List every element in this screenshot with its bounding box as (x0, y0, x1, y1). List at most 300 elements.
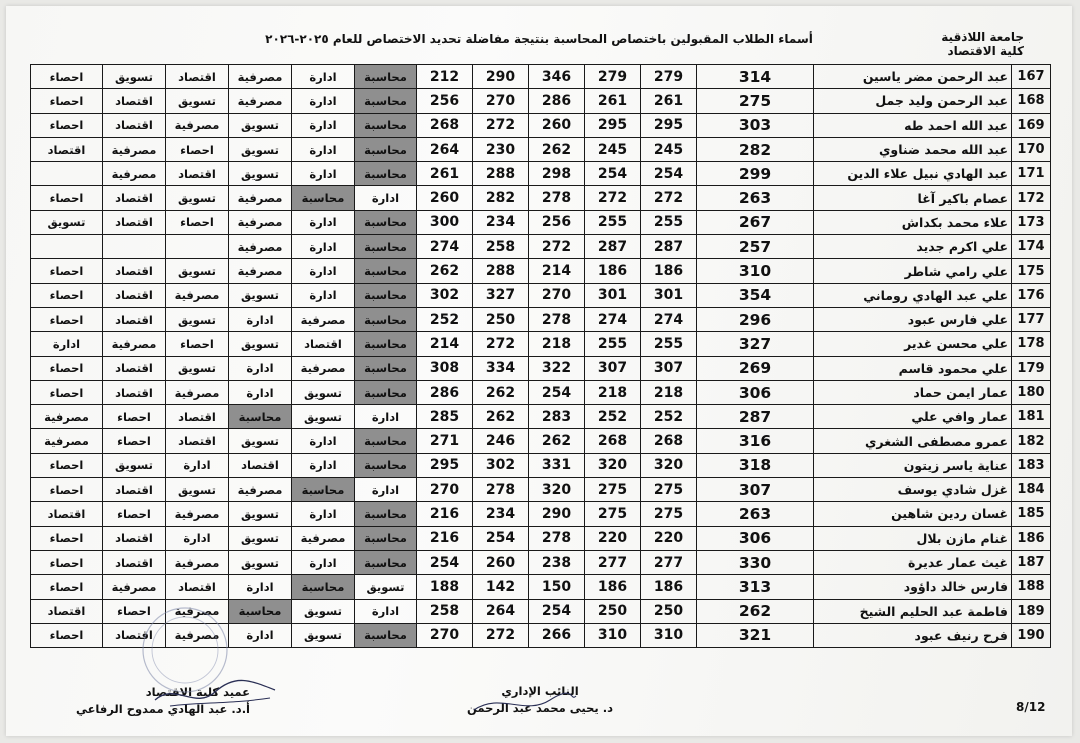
row-index: 173 (1012, 210, 1051, 234)
score-col-3: 270 (529, 283, 585, 307)
student-name: عصام باكير آغا (814, 186, 1012, 210)
table-row (31, 162, 1051, 186)
students-table-body (31, 65, 1051, 648)
preference-3: محاسبة (229, 405, 292, 429)
student-name: غيث عمار عديرة (814, 550, 1012, 574)
score-col-5: 270 (417, 623, 473, 647)
table-row (31, 283, 1051, 307)
preference-3: تسويق (229, 429, 292, 453)
score-col-2: 272 (585, 186, 641, 210)
preference-2: تسويق (292, 623, 355, 647)
score-col-3: 254 (529, 380, 585, 404)
score-total: 282 (697, 137, 814, 161)
row-index: 169 (1012, 113, 1051, 137)
preference-2: تسويق (292, 599, 355, 623)
score-col-5: 268 (417, 113, 473, 137)
student-name: غنام مازن بلال (814, 526, 1012, 550)
score-total: 314 (697, 65, 814, 89)
row-index: 176 (1012, 283, 1051, 307)
table-row (31, 478, 1051, 502)
preference-4: احصاء (166, 332, 229, 356)
score-total: 263 (697, 186, 814, 210)
score-col-1: 274 (641, 307, 697, 331)
score-col-4: 272 (473, 332, 529, 356)
score-col-3: 272 (529, 235, 585, 259)
preference-5: اقتصاد (103, 210, 166, 234)
score-col-5: 252 (417, 307, 473, 331)
row-index: 183 (1012, 453, 1051, 477)
preference-5: احصاء (103, 502, 166, 526)
score-col-3: 290 (529, 502, 585, 526)
preference-5: اقتصاد (103, 380, 166, 404)
score-col-3: 218 (529, 332, 585, 356)
preference-1: محاسبة (355, 623, 417, 647)
score-col-2: 255 (585, 332, 641, 356)
score-total: 354 (697, 283, 814, 307)
score-col-3: 278 (529, 186, 585, 210)
score-col-2: 220 (585, 526, 641, 550)
table-row (31, 332, 1051, 356)
student-name: عناية ياسر زيتون (814, 453, 1012, 477)
score-col-5: 261 (417, 162, 473, 186)
score-col-3: 322 (529, 356, 585, 380)
score-col-4: 258 (473, 235, 529, 259)
preference-1: محاسبة (355, 380, 417, 404)
score-col-5: 216 (417, 526, 473, 550)
score-col-1: 279 (641, 65, 697, 89)
preference-1: محاسبة (355, 210, 417, 234)
preference-5: احصاء (103, 405, 166, 429)
score-col-3: 150 (529, 575, 585, 599)
score-col-1: 250 (641, 599, 697, 623)
preference-2: ادارة (292, 453, 355, 477)
preference-6: احصاء (31, 89, 103, 113)
student-name: فارس خالد داؤود (814, 575, 1012, 599)
score-col-4: 302 (473, 453, 529, 477)
score-col-2: 268 (585, 429, 641, 453)
preference-1: تسويق (355, 575, 417, 599)
score-total: 262 (697, 599, 814, 623)
score-col-1: 301 (641, 283, 697, 307)
score-col-1: 275 (641, 478, 697, 502)
score-col-3: 266 (529, 623, 585, 647)
score-total: 321 (697, 623, 814, 647)
score-col-2: 295 (585, 113, 641, 137)
score-col-4: 278 (473, 478, 529, 502)
row-index: 184 (1012, 478, 1051, 502)
preference-2: مصرفية (292, 526, 355, 550)
preference-5: مصرفية (103, 137, 166, 161)
preference-1: محاسبة (355, 429, 417, 453)
preference-5: تسويق (103, 65, 166, 89)
preference-3: ادارة (229, 356, 292, 380)
preference-1: محاسبة (355, 113, 417, 137)
score-col-3: 262 (529, 429, 585, 453)
score-col-2: 275 (585, 478, 641, 502)
score-col-4: 272 (473, 113, 529, 137)
table-row (31, 307, 1051, 331)
score-col-3: 262 (529, 137, 585, 161)
preference-1: محاسبة (355, 307, 417, 331)
score-col-3: 260 (529, 113, 585, 137)
score-total: 303 (697, 113, 814, 137)
score-col-4: 288 (473, 162, 529, 186)
preference-4: ادارة (166, 526, 229, 550)
preference-2: ادارة (292, 210, 355, 234)
preference-1: محاسبة (355, 89, 417, 113)
score-col-4: 288 (473, 259, 529, 283)
student-name: عبد الله محمد ضناوي (814, 137, 1012, 161)
preference-1: محاسبة (355, 550, 417, 574)
score-col-1: 277 (641, 550, 697, 574)
preference-6: احصاء (31, 453, 103, 477)
preference-3: مصرفية (229, 259, 292, 283)
score-total: 269 (697, 356, 814, 380)
score-col-5: 271 (417, 429, 473, 453)
score-col-3: 320 (529, 478, 585, 502)
table-row (31, 453, 1051, 477)
preference-6: احصاء (31, 65, 103, 89)
score-col-3: 214 (529, 259, 585, 283)
preference-3: ادارة (229, 380, 292, 404)
score-col-1: 268 (641, 429, 697, 453)
table-row (31, 405, 1051, 429)
preference-4: مصرفية (166, 599, 229, 623)
table-row (31, 380, 1051, 404)
preference-5: اقتصاد (103, 623, 166, 647)
table-row (31, 429, 1051, 453)
preference-1: محاسبة (355, 332, 417, 356)
score-col-2: 279 (585, 65, 641, 89)
score-col-4: 234 (473, 210, 529, 234)
preference-4: تسويق (166, 259, 229, 283)
preference-5: اقتصاد (103, 526, 166, 550)
preference-3: ادارة (229, 623, 292, 647)
preference-2: ادارة (292, 235, 355, 259)
score-col-4: 246 (473, 429, 529, 453)
preference-6: ادارة (31, 332, 103, 356)
score-col-5: 256 (417, 89, 473, 113)
preference-2: ادارة (292, 65, 355, 89)
dean-title: عميد كلية الاقتصاد (145, 685, 250, 699)
score-col-4: 272 (473, 623, 529, 647)
preference-4: تسويق (166, 478, 229, 502)
score-total: 316 (697, 429, 814, 453)
preference-5: تسويق (103, 453, 166, 477)
table-row (31, 65, 1051, 89)
preference-3: تسويق (229, 113, 292, 137)
score-col-2: 186 (585, 259, 641, 283)
student-name: غسان ردين شاهين (814, 502, 1012, 526)
score-col-4: 262 (473, 380, 529, 404)
row-index: 189 (1012, 599, 1051, 623)
preference-4: اقتصاد (166, 162, 229, 186)
score-col-1: 275 (641, 502, 697, 526)
student-name: عبد الله احمد طه (814, 113, 1012, 137)
preference-1: محاسبة (355, 235, 417, 259)
preference-3: محاسبة (229, 599, 292, 623)
student-name: عمرو مصطفى الشغري (814, 429, 1012, 453)
row-index: 186 (1012, 526, 1051, 550)
score-total: 327 (697, 332, 814, 356)
preference-4: مصرفية (166, 502, 229, 526)
score-col-1: 320 (641, 453, 697, 477)
preference-3: تسويق (229, 137, 292, 161)
score-col-5: 308 (417, 356, 473, 380)
preference-4: اقتصاد (166, 65, 229, 89)
score-col-5: 300 (417, 210, 473, 234)
table-row (31, 137, 1051, 161)
score-total: 306 (697, 380, 814, 404)
preference-6: احصاء (31, 550, 103, 574)
preference-2: مصرفية (292, 307, 355, 331)
preference-6: اقتصاد (31, 599, 103, 623)
score-col-5: 262 (417, 259, 473, 283)
score-col-3: 254 (529, 599, 585, 623)
preference-4: ادارة (166, 453, 229, 477)
preference-3: مصرفية (229, 89, 292, 113)
preference-4: تسويق (166, 186, 229, 210)
preference-5: اقتصاد (103, 259, 166, 283)
preference-6: احصاء (31, 356, 103, 380)
row-index: 187 (1012, 550, 1051, 574)
preference-2: ادارة (292, 113, 355, 137)
score-col-5: 258 (417, 599, 473, 623)
score-col-3: 331 (529, 453, 585, 477)
row-index: 170 (1012, 137, 1051, 161)
preference-2: محاسبة (292, 478, 355, 502)
preference-1: ادارة (355, 405, 417, 429)
score-col-4: 270 (473, 89, 529, 113)
score-col-3: 238 (529, 550, 585, 574)
score-col-3: 278 (529, 307, 585, 331)
preference-5: اقتصاد (103, 356, 166, 380)
score-col-1: 255 (641, 210, 697, 234)
deputy-name: د. يحيى محمد عبد الرحمن (467, 701, 613, 715)
preference-6: اقتصاد (31, 502, 103, 526)
preference-5: مصرفية (103, 162, 166, 186)
student-name: علي رامي شاطر (814, 259, 1012, 283)
score-col-1: 255 (641, 332, 697, 356)
preference-1: محاسبة (355, 502, 417, 526)
preference-1: محاسبة (355, 453, 417, 477)
score-col-4: 250 (473, 307, 529, 331)
score-total: 318 (697, 453, 814, 477)
preference-1: محاسبة (355, 65, 417, 89)
score-col-1: 307 (641, 356, 697, 380)
preference-5: اقتصاد (103, 307, 166, 331)
score-total: 257 (697, 235, 814, 259)
preference-2: محاسبة (292, 186, 355, 210)
table-row (31, 502, 1051, 526)
preference-4: احصاء (166, 137, 229, 161)
preference-4: مصرفية (166, 550, 229, 574)
score-col-5: 295 (417, 453, 473, 477)
table-row (31, 186, 1051, 210)
score-col-5: 270 (417, 478, 473, 502)
preference-2: محاسبة (292, 575, 355, 599)
score-col-5: 302 (417, 283, 473, 307)
preference-6: احصاء (31, 307, 103, 331)
preference-4: تسويق (166, 307, 229, 331)
score-col-5: 274 (417, 235, 473, 259)
score-col-2: 186 (585, 575, 641, 599)
score-col-2: 250 (585, 599, 641, 623)
page-title: أسماء الطلاب المقبولين باختصاص المحاسبة بنتيجة مفاضلة تحديد الاختصاص للعام ٢٠٢٥-٢٠٢٦ (265, 32, 813, 46)
preference-6: احصاء (31, 283, 103, 307)
preference-1: ادارة (355, 186, 417, 210)
preference-6: احصاء (31, 186, 103, 210)
score-col-2: 287 (585, 235, 641, 259)
page-number: 8/12 (1016, 700, 1046, 714)
score-col-4: 260 (473, 550, 529, 574)
score-col-1: 254 (641, 162, 697, 186)
preference-2: ادارة (292, 162, 355, 186)
preference-6: اقتصاد (31, 137, 103, 161)
row-index: 179 (1012, 356, 1051, 380)
preference-2: تسويق (292, 380, 355, 404)
score-col-3: 283 (529, 405, 585, 429)
deputy-signature-scribble (470, 688, 580, 718)
score-total: 296 (697, 307, 814, 331)
score-col-4: 254 (473, 526, 529, 550)
preference-5: مصرفية (103, 575, 166, 599)
score-col-5: 264 (417, 137, 473, 161)
row-index: 175 (1012, 259, 1051, 283)
score-col-1: 220 (641, 526, 697, 550)
student-name: علي محمود قاسم (814, 356, 1012, 380)
score-total: 306 (697, 526, 814, 550)
preference-4: مصرفية (166, 623, 229, 647)
preference-3: اقتصاد (229, 453, 292, 477)
preference-1: ادارة (355, 599, 417, 623)
score-col-2: 310 (585, 623, 641, 647)
score-col-2: 261 (585, 89, 641, 113)
score-total: 263 (697, 502, 814, 526)
table-row (31, 259, 1051, 283)
student-name: عبد الهادي نبيل علاء الدين (814, 162, 1012, 186)
score-col-4: 142 (473, 575, 529, 599)
preference-2: مصرفية (292, 356, 355, 380)
preference-3: مصرفية (229, 210, 292, 234)
preference-2: ادارة (292, 429, 355, 453)
score-col-2: 218 (585, 380, 641, 404)
row-index: 172 (1012, 186, 1051, 210)
table-row (31, 575, 1051, 599)
row-index: 171 (1012, 162, 1051, 186)
score-col-1: 245 (641, 137, 697, 161)
row-index: 188 (1012, 575, 1051, 599)
preference-6 (31, 162, 103, 186)
score-col-4: 282 (473, 186, 529, 210)
preference-2: اقتصاد (292, 332, 355, 356)
preference-6: تسويق (31, 210, 103, 234)
student-name: غزل شادي يوسف (814, 478, 1012, 502)
score-col-2: 245 (585, 137, 641, 161)
preference-4: مصرفية (166, 113, 229, 137)
faculty-name: كلية الاقتصاد (947, 44, 1024, 58)
preference-6: احصاء (31, 526, 103, 550)
score-col-2: 254 (585, 162, 641, 186)
students-table-wrapper (30, 64, 1050, 648)
preference-4: احصاء (166, 210, 229, 234)
preference-2: ادارة (292, 137, 355, 161)
preference-6: احصاء (31, 259, 103, 283)
score-col-5: 188 (417, 575, 473, 599)
student-name: علي فارس عبود (814, 307, 1012, 331)
preference-3: تسويق (229, 283, 292, 307)
score-col-5: 216 (417, 502, 473, 526)
score-col-5: 260 (417, 186, 473, 210)
score-col-2: 252 (585, 405, 641, 429)
score-col-1: 186 (641, 259, 697, 283)
student-name: عبد الرحمن وليد جمل (814, 89, 1012, 113)
student-name: علي اكرم جديد (814, 235, 1012, 259)
preference-6: احصاء (31, 478, 103, 502)
student-name: فاطمة عبد الحليم الشيخ (814, 599, 1012, 623)
preference-3: تسويق (229, 526, 292, 550)
row-index: 185 (1012, 502, 1051, 526)
preference-3: مصرفية (229, 235, 292, 259)
preference-2: ادارة (292, 502, 355, 526)
score-col-4: 327 (473, 283, 529, 307)
preference-4: مصرفية (166, 283, 229, 307)
score-col-5: 286 (417, 380, 473, 404)
preference-6: احصاء (31, 623, 103, 647)
score-col-1: 310 (641, 623, 697, 647)
preference-2: ادارة (292, 89, 355, 113)
preference-3: ادارة (229, 575, 292, 599)
score-col-5: 212 (417, 65, 473, 89)
preference-6 (31, 235, 103, 259)
table-row (31, 89, 1051, 113)
score-col-1: 186 (641, 575, 697, 599)
row-index: 177 (1012, 307, 1051, 331)
score-col-4: 264 (473, 599, 529, 623)
preference-5: احصاء (103, 429, 166, 453)
preference-5: اقتصاد (103, 550, 166, 574)
preference-4: مصرفية (166, 380, 229, 404)
preference-1: ادارة (355, 478, 417, 502)
score-col-3: 278 (529, 526, 585, 550)
score-col-5: 214 (417, 332, 473, 356)
preference-5: اقتصاد (103, 89, 166, 113)
score-col-4: 262 (473, 405, 529, 429)
score-col-2: 274 (585, 307, 641, 331)
preference-3: مصرفية (229, 478, 292, 502)
student-name: علاء محمد بكداش (814, 210, 1012, 234)
preference-3: مصرفية (229, 65, 292, 89)
score-col-4: 334 (473, 356, 529, 380)
score-col-4: 234 (473, 502, 529, 526)
score-col-2: 307 (585, 356, 641, 380)
score-col-1: 287 (641, 235, 697, 259)
preference-4: تسويق (166, 356, 229, 380)
preference-5: اقتصاد (103, 478, 166, 502)
preference-3: تسويق (229, 332, 292, 356)
score-total: 287 (697, 405, 814, 429)
score-col-5: 285 (417, 405, 473, 429)
score-col-1: 218 (641, 380, 697, 404)
preference-1: محاسبة (355, 259, 417, 283)
preference-4: اقتصاد (166, 575, 229, 599)
preference-2: تسويق (292, 405, 355, 429)
score-col-2: 277 (585, 550, 641, 574)
students-table (30, 64, 1051, 648)
preference-5: اقتصاد (103, 113, 166, 137)
score-col-2: 275 (585, 502, 641, 526)
preference-4 (166, 235, 229, 259)
